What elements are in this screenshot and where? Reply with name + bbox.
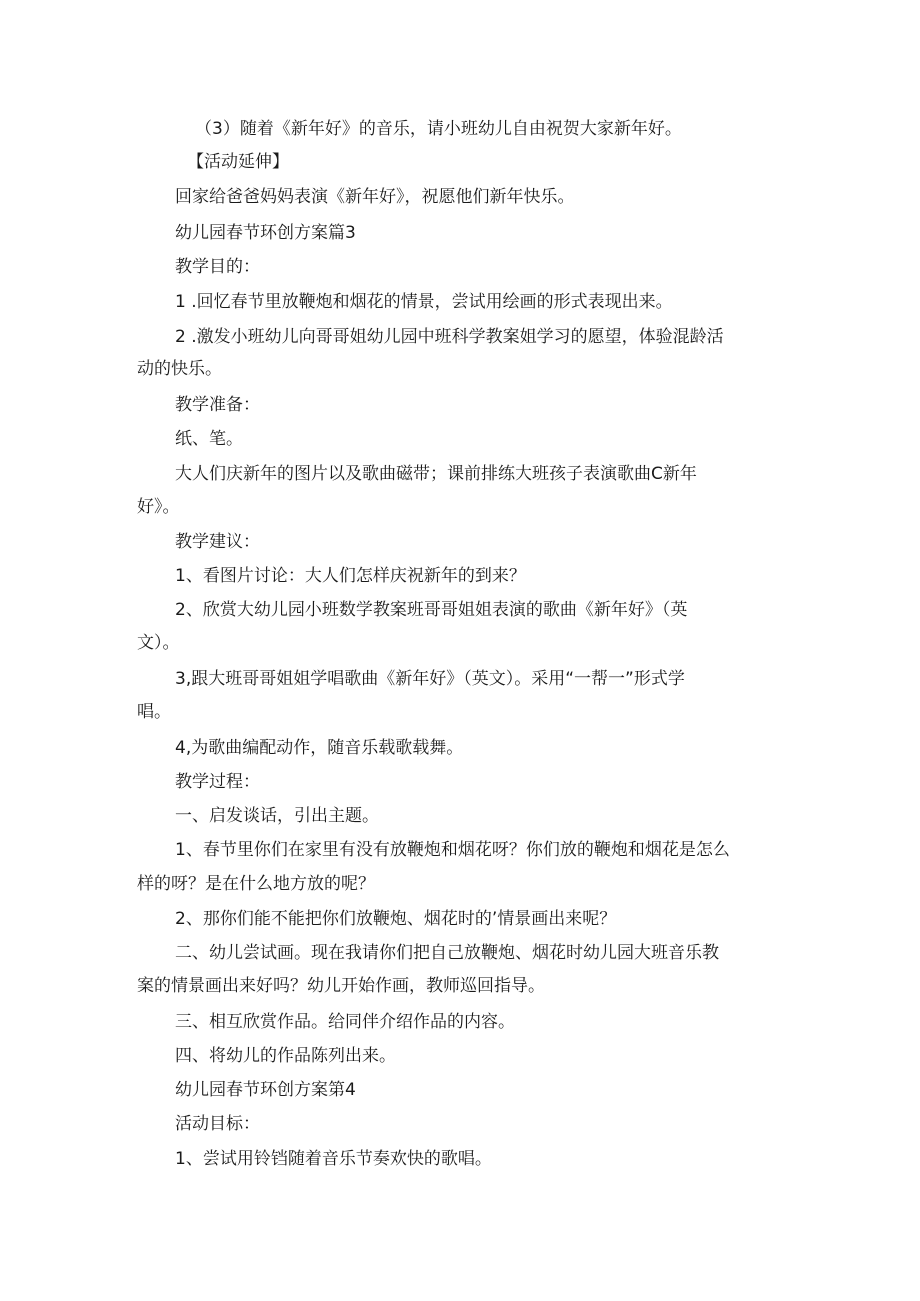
suggestion-item-3: 3,跟大班哥哥姐姐学唱歌曲《新年好》（英文）。采用“一帮一”形式学: [175, 669, 685, 689]
suggestion-item-3-cont: 唱。: [137, 702, 171, 722]
suggestion-item-1: 1、看图片讨论：大人们怎样庆祝新年的到来？: [175, 566, 526, 586]
section-title-3: 幼儿园春节环创方案篇3: [175, 223, 356, 243]
prep-item-1: 纸、笔。: [175, 429, 243, 449]
process-step-1-item-1-cont: 样的呀？是在什么地方放的呢？: [137, 874, 375, 894]
process-step-1-item-1: 1、春节里你们在家里有没有放鞭炮和烟花呀？你们放的鞭炮和烟花是怎么: [175, 840, 730, 860]
label-teaching-prep: 教学准备：: [175, 395, 260, 415]
suggestion-item-2-cont: 文）。: [137, 633, 180, 653]
suggestion-item-2: 2、欣赏大幼儿园小班数学教案班哥哥姐姐表演的歌曲《新年好》（英: [175, 600, 688, 620]
label-activity-goals: 活动目标：: [175, 1114, 260, 1134]
paragraph-extension: 回家给爸爸妈妈表演《新年好》，祝愿他们新年快乐。: [175, 187, 575, 207]
process-step-1-item-2: 2、那你们能不能把你们放鞭炮、烟花时的’情景画出来呢？: [175, 909, 617, 929]
goal-item-1: 1 .回忆春节里放鞭炮和烟花的情景，尝试用绘画的形式表现出来。: [175, 292, 673, 312]
heading-activity-extension: 【活动延伸】: [187, 152, 289, 172]
process-step-4: 四、将幼儿的作品陈列出来。: [175, 1046, 396, 1066]
section-title-4: 幼儿园春节环创方案第4: [175, 1080, 356, 1100]
label-teaching-process: 教学过程：: [175, 772, 260, 792]
process-step-1: 一、启发谈话，引出主题。: [175, 806, 379, 826]
activity-goal-item-1: 1、尝试用铃铛随着音乐节奏欢快的歌唱。: [175, 1149, 492, 1169]
prep-item-2-cont: 好》。: [137, 497, 180, 517]
goal-item-2-cont: 动的快乐。: [137, 359, 222, 379]
paragraph-step-3: （3）随着《新年好》的音乐，请小班幼儿自由祝贺大家新年好。: [195, 119, 682, 139]
process-step-2: 二、幼儿尝试画。现在我请你们把自己放鞭炮、烟花时幼儿园大班音乐教: [175, 943, 719, 963]
label-teaching-goals: 教学目的：: [175, 257, 260, 277]
suggestion-item-4: 4,为歌曲编配动作，随音乐载歌载舞。: [175, 738, 464, 758]
goal-item-2: 2 .激发小班幼儿向哥哥姐幼儿园中班科学教案姐学习的愿望，体验混龄活: [175, 327, 724, 347]
process-step-3: 三、相互欣赏作品。给同伴介绍作品的内容。: [175, 1012, 515, 1032]
process-step-2-cont: 案的情景画出来好吗？幼儿开始作画，教师巡回指导。: [137, 976, 545, 996]
label-teaching-suggestions: 教学建议：: [175, 532, 260, 552]
prep-item-2: 大人们庆新年的图片以及歌曲磁带；课前排练大班孩子表演歌曲C新年: [175, 464, 697, 484]
